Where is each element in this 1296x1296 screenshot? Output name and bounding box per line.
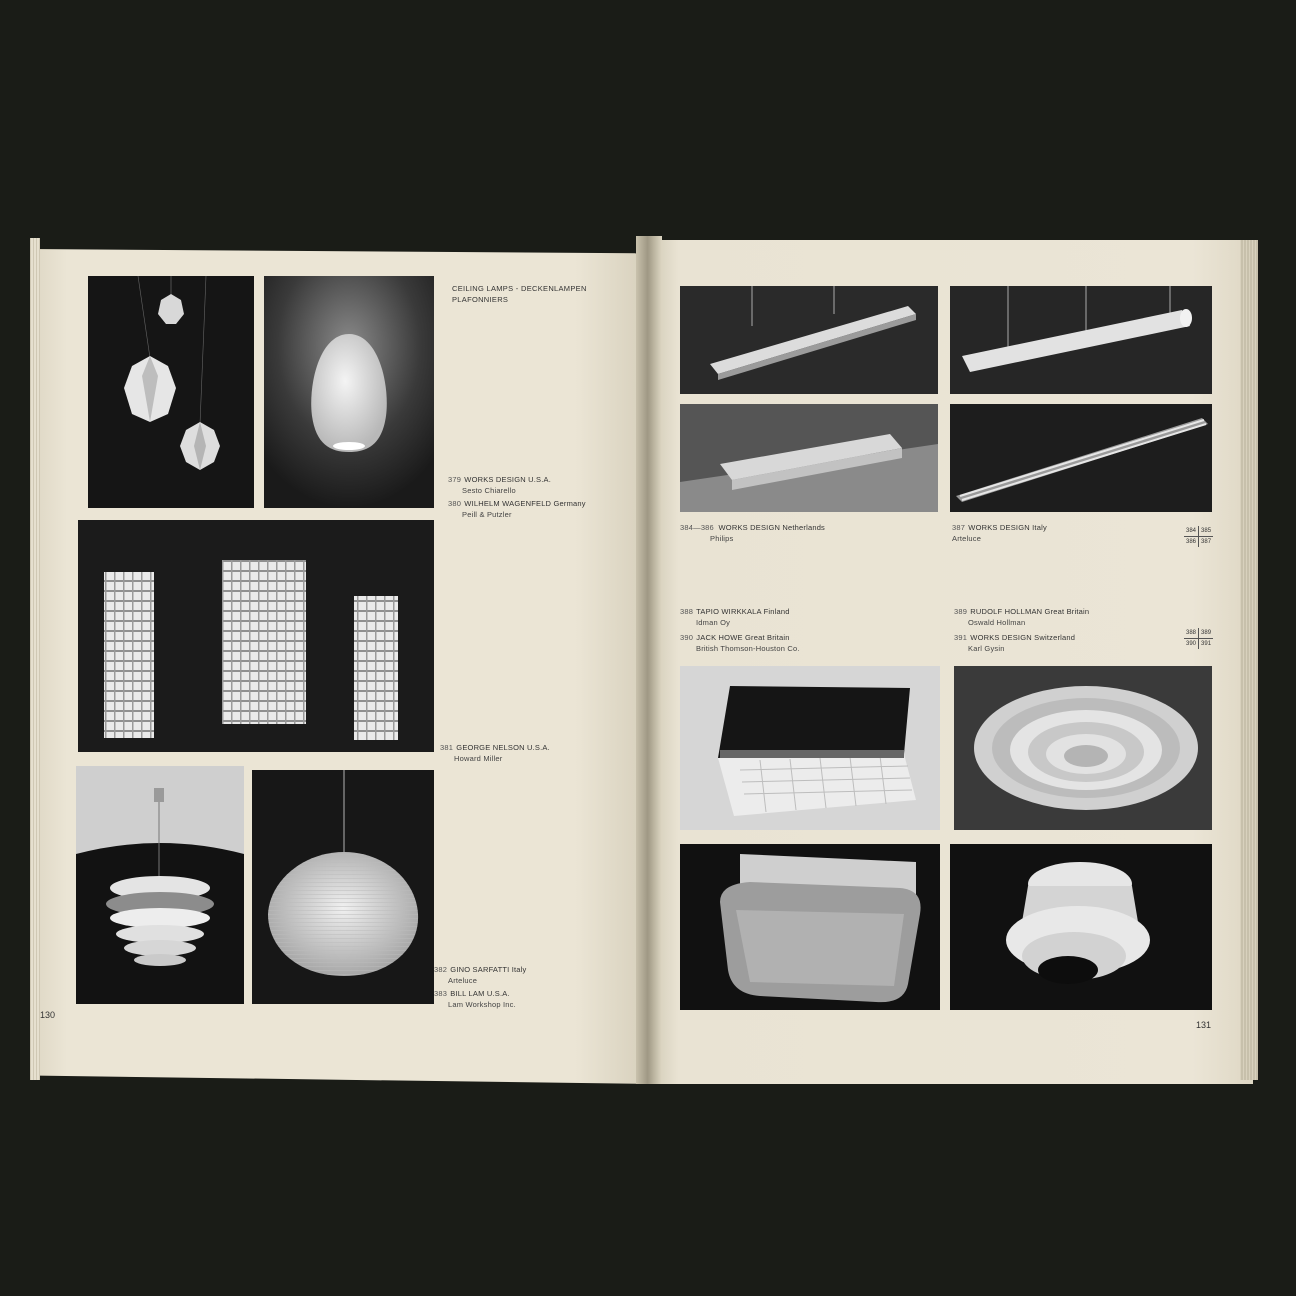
caption-designer: WORKS DESIGN Italy — [968, 523, 1047, 532]
caption-number: 390 — [680, 633, 694, 642]
grid-ref-cell: 390 — [1184, 639, 1199, 650]
caption-391 — [954, 632, 1075, 654]
caption-maker: Lam Workshop Inc. — [448, 1000, 516, 1009]
photo-386-wall-fixture — [680, 404, 938, 512]
photo-388-box-fixture — [680, 666, 940, 830]
caption-387 — [952, 522, 1047, 544]
caption-maker: Philips — [710, 534, 734, 543]
grid-ref-cell: 386 — [1184, 537, 1199, 548]
photo-387-bare-tube-fixture — [950, 404, 1212, 512]
page-number-left: 130 — [40, 1010, 56, 1020]
caption-380 — [448, 498, 586, 520]
caption-designer: RUDOLF HOLLMAN Great Britain — [970, 607, 1090, 616]
grid-ref-cell: 384 — [1184, 526, 1199, 537]
photo-391-stepped-dish — [950, 844, 1212, 1010]
caption-number: 381 — [440, 743, 454, 752]
grid-reference-top — [1184, 526, 1213, 547]
photo-385-tube-fixture — [950, 286, 1212, 394]
caption-designer: JACK HOWE Great Britain — [696, 633, 790, 642]
caption-maker: Arteluce — [952, 534, 982, 543]
caption-designer: WORKS DESIGN U.S.A. — [464, 475, 552, 484]
left-page-edge — [30, 238, 40, 1080]
caption-designer: BILL LAM U.S.A. — [450, 989, 510, 998]
caption-designer: WORKS DESIGN Netherlands — [718, 523, 826, 532]
caption-number: 389 — [954, 607, 968, 616]
grid-ref-cell: 388 — [1184, 628, 1199, 639]
section-title — [452, 283, 587, 305]
caption-designer: GEORGE NELSON U.S.A. — [456, 743, 550, 752]
caption-383 — [434, 988, 516, 1010]
caption-designer: GINO SARFATTI Italy — [450, 965, 527, 974]
caption-designer: WILHELM WAGENFELD Germany — [464, 499, 586, 508]
caption-maker: Sesto Chiarello — [462, 486, 516, 495]
caption-maker: Idman Oy — [696, 618, 731, 627]
section-title-line2: PLAFONNIERS — [452, 295, 509, 304]
caption-382 — [434, 964, 526, 986]
grid-ref-cell: 391 — [1201, 641, 1212, 647]
section-title-line1: CEILING LAMPS - DECKENLAMPEN — [452, 284, 587, 293]
caption-number: 379 — [448, 475, 462, 484]
caption-number: 387 — [952, 523, 966, 532]
caption-maker: Oswald Hollman — [968, 618, 1026, 627]
caption-390 — [680, 632, 800, 654]
caption-maker: Arteluce — [448, 976, 478, 985]
photo-382-layered-pendant — [76, 766, 244, 1004]
book-gutter — [636, 236, 662, 1084]
photo-381-cylinder-lamps — [78, 520, 434, 752]
photo-389-recessed-round — [954, 666, 1212, 830]
caption-designer: WORKS DESIGN Switzerland — [970, 633, 1076, 642]
page-number-right: 131 — [1196, 1020, 1212, 1030]
caption-number: 382 — [434, 965, 448, 974]
caption-maker: Howard Miller — [454, 754, 503, 763]
caption-maker: Peill & Putzler — [462, 510, 512, 519]
caption-388 — [680, 606, 790, 628]
caption-number: 391 — [954, 633, 968, 642]
caption-maker: British Thomson-Houston Co. — [696, 644, 800, 653]
grid-ref-cell: 387 — [1201, 539, 1212, 545]
grid-reference-bottom — [1184, 628, 1213, 649]
photo-384-long-fixture — [680, 286, 938, 394]
photo-390-glass-bulkhead — [680, 844, 940, 1010]
caption-number: 384—386 — [680, 523, 714, 532]
grid-ref-cell: 389 — [1199, 628, 1214, 639]
grid-ref-cell: 385 — [1199, 526, 1214, 537]
caption-379 — [448, 474, 551, 496]
photo-380-egg-pendant — [264, 276, 434, 508]
caption-384-386 — [680, 522, 825, 544]
photo-383-round-pendant — [252, 770, 434, 1004]
right-page-edge — [1240, 240, 1258, 1080]
caption-designer: TAPIO WIRKKALA Finland — [696, 607, 790, 616]
caption-381 — [440, 742, 550, 764]
caption-number: 380 — [448, 499, 462, 508]
caption-number: 388 — [680, 607, 694, 616]
caption-389 — [954, 606, 1089, 628]
caption-maker: Karl Gysin — [968, 644, 1005, 653]
photo-379-paper-pendants — [88, 276, 254, 508]
caption-number: 383 — [434, 989, 448, 998]
